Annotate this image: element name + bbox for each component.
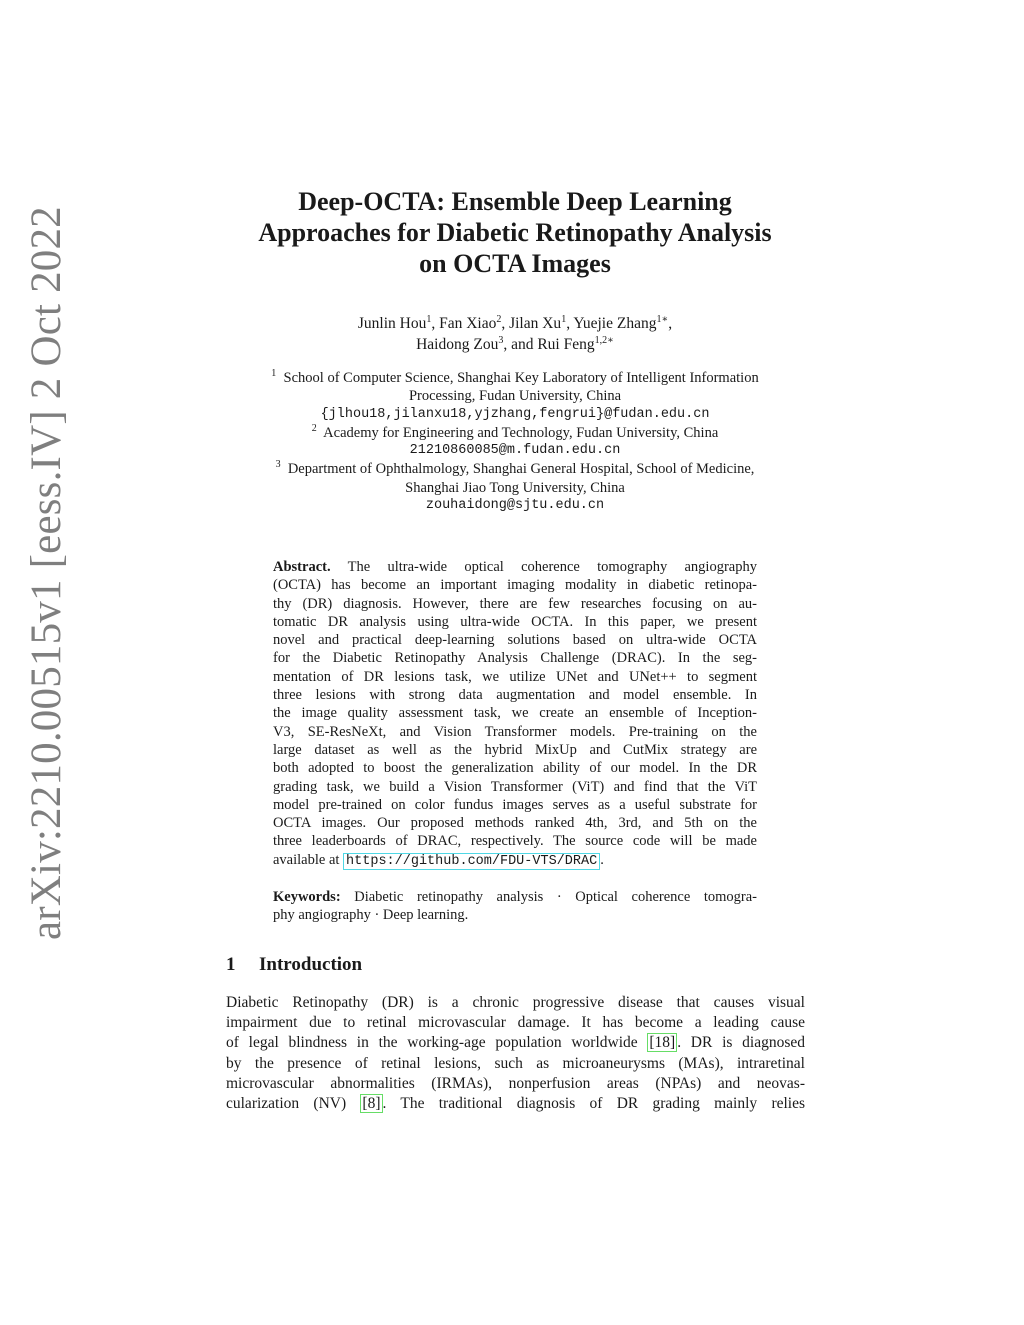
- abstract-line: both adopted to boost the generalization ability of our model. In the DR: [273, 760, 757, 777]
- abstract-line: OCTA images. Our proposed methods ranked 4th, 3rd, and 5th on the: [273, 815, 757, 832]
- affiliation-1-line-2: Processing, Fudan University, China: [408, 388, 622, 405]
- affiliation-1-line-1: [200, 369, 830, 387]
- author-name: Junlin Hou: [357, 315, 427, 332]
- abstract-line: [273, 851, 757, 871]
- keywords-line: [273, 888, 757, 906]
- author-sup: 1,2∗: [594, 334, 614, 346]
- abstract-text: The ultra-wide optical coherence tomography angiography: [347, 559, 757, 575]
- title-line-1: Deep-OCTA: Ensemble Deep Learning: [298, 187, 732, 216]
- affil-text: Academy for Engineering and Technology, Fudan University, China: [323, 424, 719, 441]
- keywords-label: Keywords:: [273, 889, 341, 905]
- abstract-line: tomatic DR analysis using ultra-wide OCTA. In this paper, we present: [273, 613, 757, 630]
- author-sup: 1: [561, 313, 567, 325]
- author-sup: 1: [426, 313, 432, 325]
- affiliation-2-email: 21210860085@m.fudan.edu.cn: [409, 443, 621, 459]
- author-name: Yuejie Zhang: [573, 315, 657, 332]
- affil-text: Department of Ophthalmology, Shanghai General Hospital, School of Medicine,: [287, 461, 755, 478]
- abstract-line: grading task, we build a Vision Transformer (ViT) and find that the ViT: [273, 778, 757, 795]
- section-heading: [226, 954, 362, 976]
- abstract-line: the image quality assessment task, we create an ensemble of Inception-: [273, 705, 757, 722]
- title-line-2: Approaches for Diabetic Retinopathy Analysis: [258, 218, 772, 247]
- author-sup: 1∗: [656, 313, 669, 325]
- section-title: Introduction: [259, 954, 363, 975]
- author-name: Jilan Xu: [509, 315, 562, 332]
- abstract-line: model pre-trained on color fundus images serves as a useful substrate for: [273, 796, 757, 813]
- intro-text: . DR is diagnosed: [677, 1034, 805, 1052]
- affiliation-3-line-2: Shanghai Jiao Tong University, China: [405, 479, 625, 496]
- author-sup: 3: [498, 334, 504, 346]
- github-link[interactable]: https://github.com/FDU-VTS/DRAC: [343, 853, 600, 870]
- abstract-line: [273, 558, 757, 576]
- author-name: Fan Xiao: [439, 315, 497, 332]
- intro-line: [226, 1094, 805, 1114]
- abstract-line: V3, SE-ResNeXt, and Vision Transformer models. Pre-training on the: [273, 723, 757, 740]
- author-list: [200, 313, 830, 355]
- intro-line: by the presence of retinal lesions, such as microaneurysms (MAs), intraretinal: [226, 1054, 805, 1072]
- intro-line: microvascular abnormalities (IRMAs), nonperfusion areas (NPAs) and neovas-: [226, 1074, 805, 1092]
- paper-title: [200, 186, 830, 279]
- affil-sup: 3: [275, 459, 281, 471]
- author-name: and Rui Feng: [511, 336, 595, 353]
- author-line-2: Haidong Zou$^3$, and Rui Feng$^{1,2∗}$: [416, 334, 614, 353]
- abstract-line: for the Diabetic Retinopathy Analysis Challenge (DRAC). In the seg-: [273, 650, 757, 667]
- affiliation-1-email: {jlhou18,jilanxu18,yjzhang,fengrui}@fudan.edu.cn: [320, 406, 710, 422]
- arxiv-side-label: arXiv:2210.00515v1 [eess.IV] 2 Oct 2022: [23, 206, 70, 940]
- abstract-label: Abstract.: [273, 559, 331, 575]
- abstract-text: .: [600, 851, 604, 868]
- intro-line: Diabetic Retinopathy (DR) is a chronic progressive disease that causes visual: [226, 994, 805, 1011]
- author-sup: 2: [496, 313, 502, 325]
- title-line-3: on OCTA Images: [419, 249, 611, 278]
- intro-line: impairment due to retinal microvascular damage. It has become a leading cause: [226, 1014, 805, 1032]
- abstract-line: three leaderboards of DRAC, respectively. The source code will be made: [273, 833, 757, 850]
- abstract-line: novel and practical deep-learning solutions based on ultra-wide OCTA: [273, 632, 757, 649]
- affiliation-3-line-1: [200, 460, 830, 478]
- affil-sup: 1: [271, 368, 277, 380]
- affiliation-3-email: zouhaidong@sjtu.edu.cn: [425, 498, 605, 514]
- intro-text: . The traditional diagnosis of DR grading mainly relies: [382, 1095, 806, 1113]
- affiliations: [200, 369, 830, 515]
- section-number: 1: [226, 954, 236, 975]
- author-line-1: Junlin Hou$^1$, Fan Xiao$^2$, Jilan Xu$^1$, Yuejie Zhang$^{1∗}$,: [357, 313, 673, 332]
- abstract-line: thy (DR) diagnosis. However, there are few researches focusing on au-: [273, 595, 757, 612]
- keywords-text: Diabetic retinopathy analysis · Optical coherence tomogra-: [354, 889, 757, 905]
- keywords: [273, 888, 757, 925]
- intro-text: cularization (NV): [226, 1095, 347, 1113]
- citation-8[interactable]: [8]: [362, 1095, 381, 1113]
- affiliation-2-line-1: [200, 424, 830, 442]
- author-name: Haidong Zou: [416, 336, 499, 353]
- abstract-line: three lesions with strong data augmentation and model ensemble. In: [273, 687, 757, 704]
- abstract-line: large dataset as well as the hybrid MixUp and CutMix strategy are: [273, 741, 757, 758]
- intro-text: of legal blindness in the working-age population worldwide: [226, 1034, 638, 1052]
- abstract: [273, 558, 757, 871]
- citation-18[interactable]: [18]: [649, 1034, 676, 1052]
- abstract-text: available at: [273, 851, 340, 868]
- abstract-line: mentation of DR lesions task, we utilize UNet and UNet++ to segment: [273, 668, 757, 685]
- intro-line: [226, 1033, 805, 1053]
- introduction-paragraph: [226, 993, 805, 1114]
- keywords-line: phy angiography · Deep learning.: [273, 907, 469, 924]
- affil-sup: 2: [311, 423, 317, 435]
- abstract-line: (OCTA) has become an important imaging modality in diabetic retinopa-: [273, 577, 757, 594]
- affil-text: School of Computer Science, Shanghai Key Laboratory of Intelligent Information: [283, 370, 759, 386]
